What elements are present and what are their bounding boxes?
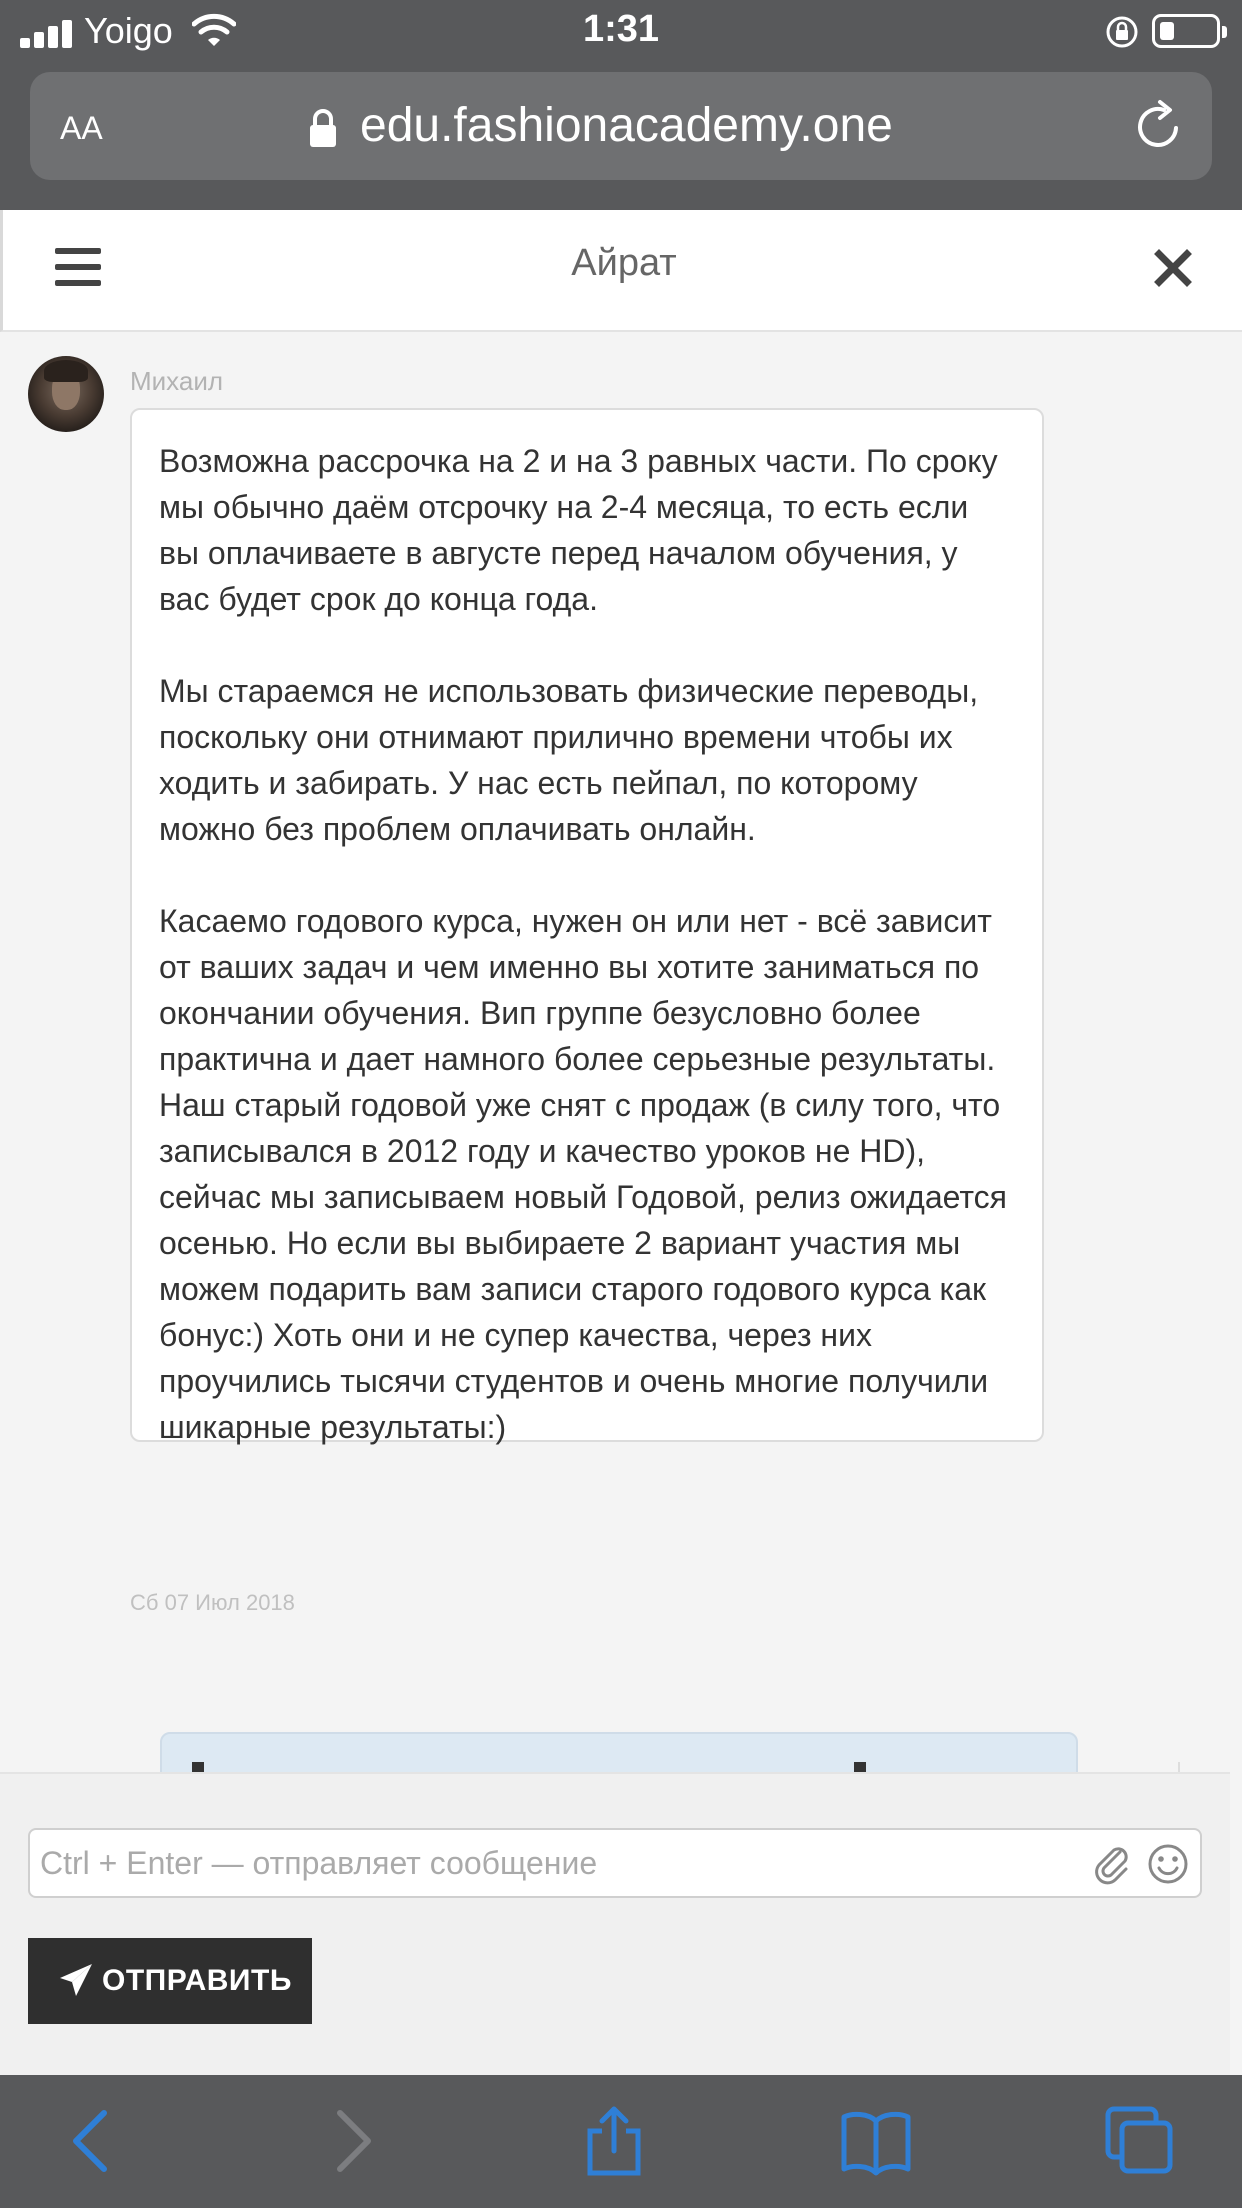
- share-icon[interactable]: [578, 2105, 650, 2177]
- message-bubble: [130, 408, 1044, 1445]
- next-message-bubble: [160, 1732, 1078, 1772]
- message-list[interactable]: [0, 332, 1242, 1772]
- paperclip-icon[interactable]: [1090, 1842, 1134, 1886]
- send-plane-icon: [58, 1962, 94, 1998]
- carrier-name: Yoigo: [84, 10, 173, 51]
- send-button-label: ОТПРАВИТЬ: [102, 1964, 292, 1997]
- address-bar[interactable]: [30, 72, 1212, 180]
- message-paragraph: Возможна рассрочка на 2 и на 3 равных части. По сроку мы обычно даём отсрочку на 2-4 месяца, то есть если вы оплачиваете в августе перед началом обучения, у вас будет срок до конца года.: [159, 443, 998, 617]
- message-paragraph: Касаемо годового курса, нужен он или нет - всё зависит от ваших задач и чем именно вы хотите заниматься по окончании обучения. Вип группе безусловно более практична и дает намного более серьезные результаты.: [159, 903, 996, 1077]
- status-bar: [0, 0, 1242, 64]
- scroll-indicator: [1178, 1762, 1180, 1772]
- message-input[interactable]: [40, 1838, 1080, 1888]
- smiley-icon[interactable]: [1146, 1842, 1190, 1886]
- message-paragraph: Наш старый годовой уже снят с продаж (в силу того, что записывался в 2012 году и качество уроков не HD), сейчас мы записываем новый Годовой, релиз ожидается осенью. Но если вы выбираете 2 вариант участия мы можем подарить вам записи старого годового курса как бонус:) Хоть они и не супер качества, через них проучились тысячи студентов и очень многие получили шикарные результаты:): [159, 1087, 1007, 1445]
- chat-title: Айрат: [571, 242, 677, 284]
- message-sender: Михаил: [130, 366, 224, 396]
- reload-icon[interactable]: [1130, 98, 1186, 154]
- send-button[interactable]: [28, 1938, 312, 2024]
- text-size-button[interactable]: [60, 100, 103, 150]
- bookmarks-icon[interactable]: [840, 2105, 912, 2177]
- tabs-icon[interactable]: [1104, 2105, 1176, 2177]
- text-size-label: AA: [60, 110, 103, 146]
- message-composer: [0, 1772, 1230, 2075]
- chat-header: [0, 210, 1242, 332]
- message-input-box[interactable]: [28, 1828, 1202, 1898]
- browser-toolbar: [0, 2075, 1242, 2208]
- avatar: [28, 356, 104, 432]
- close-icon[interactable]: [1151, 246, 1195, 290]
- orientation-lock-icon: [1104, 14, 1140, 50]
- forward-icon[interactable]: [316, 2105, 388, 2177]
- back-icon[interactable]: [56, 2105, 128, 2177]
- battery-icon: [1152, 14, 1220, 48]
- message-date: Сб 07 Июл 2018: [130, 1590, 295, 1615]
- clock: 1:31: [582, 8, 660, 50]
- lock-icon: [308, 108, 338, 148]
- message-paragraph: Мы стараемся не использовать физические переводы, поскольку они отнимают прилично времени чтобы их ходить и забирать. У нас есть пейпал, по которому можно без проблем оплачивать онлайн.: [159, 673, 979, 847]
- url-text[interactable]: edu.fashionacademy.one: [360, 99, 893, 152]
- browser-chrome-top: [0, 0, 1242, 210]
